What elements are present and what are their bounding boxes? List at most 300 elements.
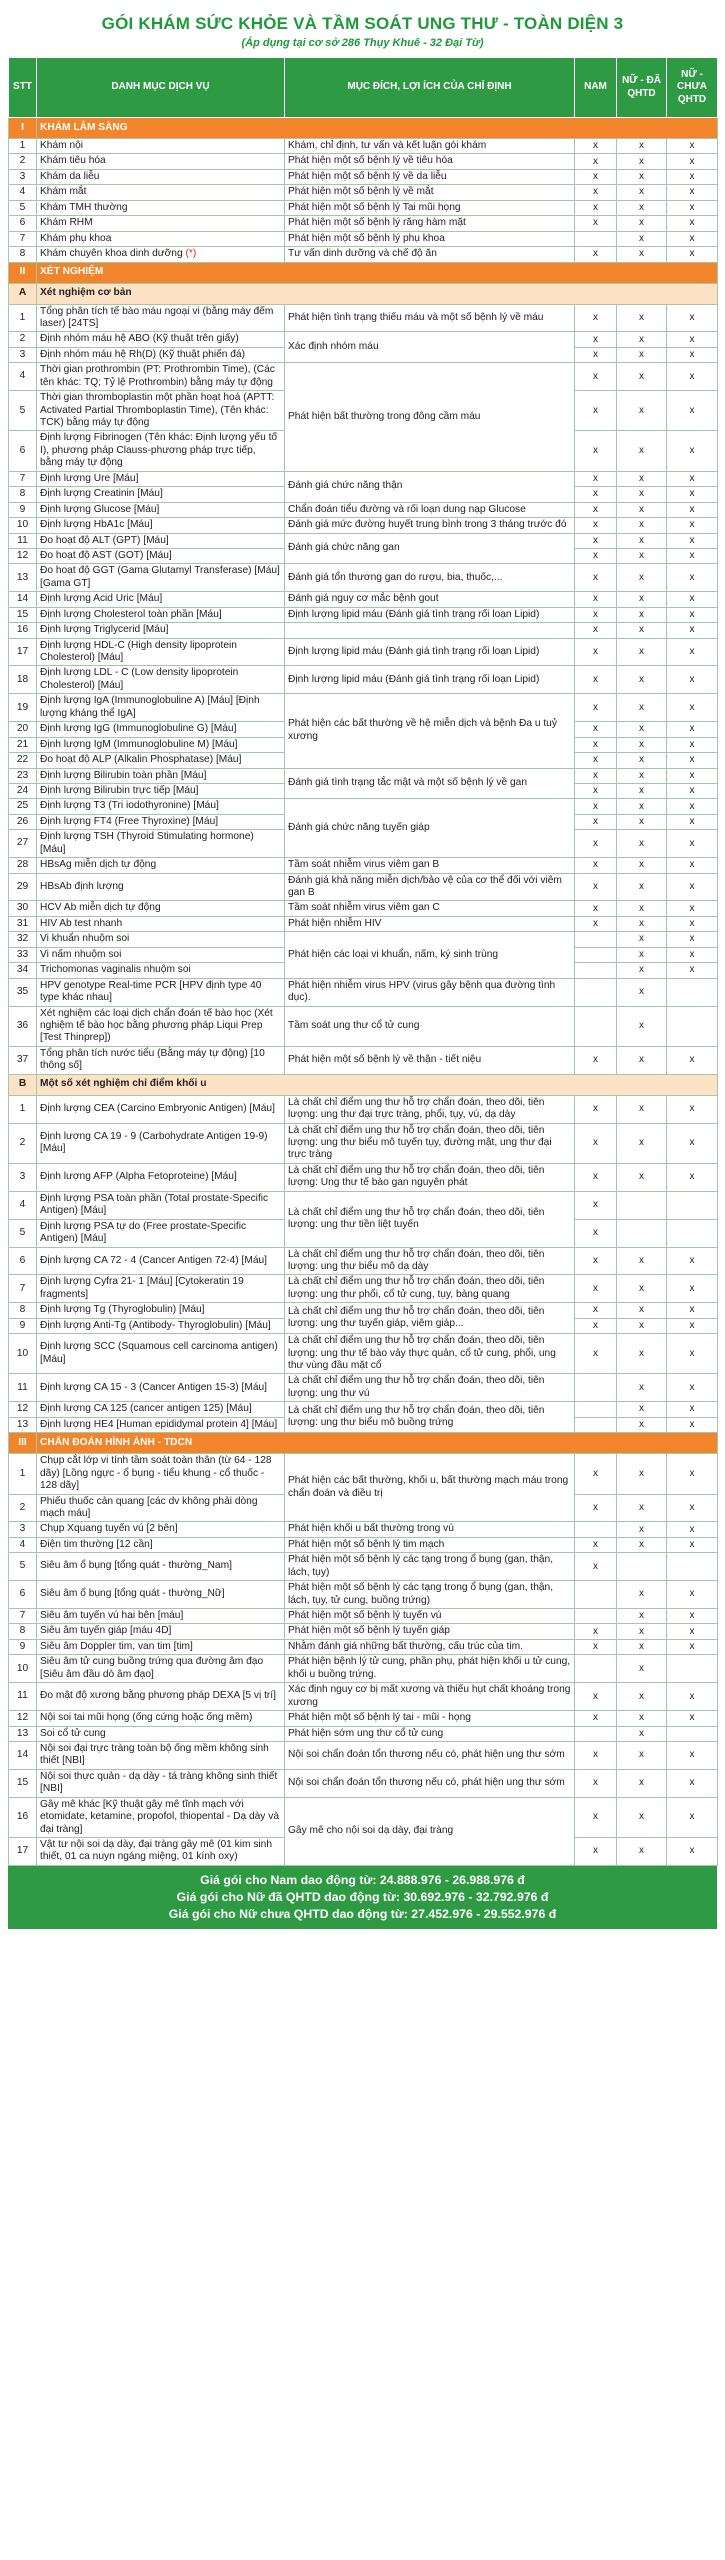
service-label: Khám RHM xyxy=(40,217,93,229)
female-married-mark: x xyxy=(617,916,667,931)
purpose-text: Là chất chỉ điểm ung thư hỗ trợ chẩn đoán, theo dõi, tiên lượng: ung thư biểu mô tuyến tụy, đường mật, ung thư đại trực tràng xyxy=(285,1123,575,1163)
table-row xyxy=(9,799,718,814)
female-single-mark: x xyxy=(667,1318,718,1333)
male-mark: x xyxy=(575,858,617,873)
purpose-text: Phát hiện nhiễm virus HPV (virus gây bệnh qua đường tình dục). xyxy=(285,978,575,1006)
purpose-text: Là chất chỉ điểm ung thư hỗ trợ chẩn đoán, theo dõi, tiên lượng: Ung thư tế bào gan nguyên phát xyxy=(285,1163,575,1191)
service-label: Định lượng HbA1c [Máu] xyxy=(40,519,153,531)
row-number: 1 xyxy=(9,1454,37,1494)
service-label: Chụp Xquang tuyến vú [2 bên] xyxy=(40,1523,178,1535)
service-label: Nội soi đại trực tràng toàn bộ ống mềm không sinh thiết [NBI] xyxy=(40,1742,269,1767)
female-single-mark: x xyxy=(667,231,718,246)
row-number: 17 xyxy=(9,638,37,666)
service-name xyxy=(37,722,285,737)
purpose-text: Nội soi chẩn đoán tổn thương nếu có, phát hiện ung thư sớm xyxy=(285,1741,575,1769)
row-number: 9 xyxy=(9,1318,37,1333)
purpose-text: Khám, chỉ định, tư vấn và kết luận gói khám xyxy=(285,139,575,154)
row-number: 35 xyxy=(9,978,37,1006)
female-single-mark: x xyxy=(667,332,718,347)
service-name xyxy=(37,1454,285,1494)
female-single-mark: x xyxy=(667,139,718,154)
row-number: 17 xyxy=(9,1838,37,1866)
row-number: 19 xyxy=(9,694,37,722)
female-single-mark: x xyxy=(667,623,718,638)
row-number: 9 xyxy=(9,502,37,517)
male-mark: x xyxy=(575,1639,617,1654)
table-row xyxy=(9,1303,718,1318)
female-married-mark: x xyxy=(617,1006,667,1046)
service-label: Định lượng SCC (Squamous cell carcinoma antigen) [Máu] xyxy=(40,1341,278,1365)
female-single-mark: x xyxy=(667,1374,718,1402)
service-label: Định lượng CA 15 - 3 (Cancer Antigen 15-3) [Máu] xyxy=(40,1381,267,1393)
service-name xyxy=(37,1334,285,1374)
service-label: Định lượng HE4 [Human epididymal protein 4] [Máu] xyxy=(40,1418,278,1430)
purpose-text: Nhằm đánh giá những bất thường, cấu trúc của tim. xyxy=(285,1639,575,1654)
male-mark: x xyxy=(575,200,617,215)
row-number: 15 xyxy=(9,1769,37,1797)
male-mark: x xyxy=(575,1123,617,1163)
service-label: Phiếu thuốc cản quang [các dv không phải dòng mạch máu] xyxy=(40,1495,258,1519)
service-name xyxy=(37,518,285,533)
female-married-mark: x xyxy=(617,431,667,471)
table-row xyxy=(9,216,718,231)
table-row xyxy=(9,564,718,592)
service-name xyxy=(37,332,285,347)
row-number: 11 xyxy=(9,533,37,548)
row-number: 5 xyxy=(9,1219,37,1247)
purpose-text: Là chất chỉ điểm ung thư hỗ trợ chẩn đoán, theo dõi, tiên lượng: ung thư phổi, cổ tử cung, tụy, bàng quang xyxy=(285,1275,575,1303)
row-number: 3 xyxy=(9,1163,37,1191)
service-name xyxy=(37,548,285,563)
row-number: 25 xyxy=(9,799,37,814)
female-married-mark: x xyxy=(617,1655,667,1683)
table-row xyxy=(9,185,718,200)
service-name xyxy=(37,487,285,502)
service-label: Đo hoạt độ ALP (Alkalin Phosphatase) [Máu] xyxy=(40,754,242,766)
service-name xyxy=(37,139,285,154)
table-row xyxy=(9,1191,718,1219)
female-single-mark: x xyxy=(667,1334,718,1374)
service-label: Định lượng CA 72 - 4 (Cancer Antigen 72-4) [Máu] xyxy=(40,1254,267,1266)
service-name xyxy=(37,916,285,931)
female-married-mark: x xyxy=(617,1046,667,1074)
service-label: Định lượng Bilirubin trực tiếp [Máu] xyxy=(40,784,199,796)
male-mark: x xyxy=(575,1095,617,1123)
service-name xyxy=(37,638,285,666)
subsection-header-row xyxy=(9,1074,718,1095)
female-single-mark: x xyxy=(667,533,718,548)
section-number: A xyxy=(9,283,37,304)
row-number: 18 xyxy=(9,666,37,694)
table-row xyxy=(9,1522,718,1537)
male-mark: x xyxy=(575,901,617,916)
table-row xyxy=(9,363,718,391)
table-row xyxy=(9,666,718,694)
row-number: 1 xyxy=(9,1095,37,1123)
service-name xyxy=(37,1006,285,1046)
service-label: Định lượng Ure [Máu] xyxy=(40,472,139,484)
service-name xyxy=(37,231,285,246)
row-number: 13 xyxy=(9,1417,37,1432)
female-single-mark: x xyxy=(667,1769,718,1797)
table-row xyxy=(9,1609,718,1624)
service-label: Định lượng Anti-Tg (Antibody- Thyroglobulin) [Máu] xyxy=(40,1319,271,1331)
male-mark: x xyxy=(575,1741,617,1769)
service-name xyxy=(37,1191,285,1219)
female-married-mark: x xyxy=(617,169,667,184)
section-title: CHẨN ĐOÁN HÌNH ẢNH - TDCN xyxy=(37,1433,718,1454)
service-name xyxy=(37,247,285,262)
male-mark: x xyxy=(575,391,617,431)
service-name xyxy=(37,1095,285,1123)
female-single-mark: x xyxy=(667,200,718,215)
service-label: Trichomonas vaginalis nhuộm soi xyxy=(40,964,191,976)
row-number: 11 xyxy=(9,1374,37,1402)
table-row xyxy=(9,1006,718,1046)
male-mark: x xyxy=(575,1163,617,1191)
service-name xyxy=(37,1838,285,1866)
male-mark: x xyxy=(575,873,617,901)
female-single-mark: x xyxy=(667,1417,718,1432)
female-single-mark: x xyxy=(667,737,718,752)
row-number: 26 xyxy=(9,814,37,829)
service-label: Định lượng Acid Uric [Máu] xyxy=(40,593,163,605)
male-mark: x xyxy=(575,487,617,502)
service-name xyxy=(37,304,285,332)
table-row xyxy=(9,932,718,947)
female-married-mark: x xyxy=(617,623,667,638)
purpose-text: Nội soi chẩn đoán tổn thương nếu có, phát hiện ung thư sớm xyxy=(285,1769,575,1797)
service-label: Khám nội xyxy=(40,140,84,151)
female-married-mark: x xyxy=(617,185,667,200)
purpose-text: Đánh giá chức năng gan xyxy=(285,533,575,564)
service-label: Nội soi tai mũi họng (ống cứng hoặc ống mềm) xyxy=(40,1712,253,1724)
purpose-text: Phát hiện một số bệnh lý răng hàm mặt xyxy=(285,216,575,231)
row-number: 32 xyxy=(9,932,37,947)
service-table xyxy=(8,57,718,1866)
female-single-mark: x xyxy=(667,783,718,798)
service-label: Siêu âm ổ bụng [tổng quát - thường_Nữ] xyxy=(40,1588,225,1600)
table-row xyxy=(9,1655,718,1683)
purpose-text: Phát hiện khối u bất thường trong vú xyxy=(285,1522,575,1537)
female-single-mark: x xyxy=(667,1624,718,1639)
purpose-text: Là chất chỉ điểm ung thư hỗ trợ chẩn đoán, theo dõi, tiên lượng: ung thư vú xyxy=(285,1374,575,1402)
service-label: Gây mê khác [Kỹ thuật gây mê tĩnh mạch với etomidate, ketamine, propofol, thiopental - Dạ dày và đại tràng] xyxy=(40,1798,279,1835)
purpose-text: Là chất chỉ điểm ung thư hỗ trợ chẩn đoán, theo dõi, tiên lượng: ung thư biểu mô dạ dày xyxy=(285,1247,575,1275)
male-mark: x xyxy=(575,216,617,231)
purpose-text: Tư vấn dinh dưỡng và chế độ ăn xyxy=(285,247,575,262)
purpose-text: Phát hiện một số bệnh lý về mắt xyxy=(285,185,575,200)
male-mark: x xyxy=(575,623,617,638)
service-name xyxy=(37,932,285,947)
male-mark: x xyxy=(575,533,617,548)
service-label: Siêu âm ổ bụng [tổng quát - thường_Nam] xyxy=(40,1560,232,1572)
service-label: Điện tim thường [12 cần] xyxy=(40,1538,153,1550)
female-single-mark: x xyxy=(667,607,718,622)
female-single-mark: x xyxy=(667,1522,718,1537)
purpose-text: Là chất chỉ điểm ung thư hỗ trợ chẩn đoán, theo dõi, tiên lượng: ung thư đại trực tràng, phổi, tụy, vú, dạ dày xyxy=(285,1095,575,1123)
male-mark: x xyxy=(575,247,617,262)
service-name xyxy=(37,901,285,916)
service-label: Định lượng IgM (Immunoglobuline M) [Máu] xyxy=(40,738,238,750)
male-mark: x xyxy=(575,607,617,622)
table-row xyxy=(9,978,718,1006)
row-number: 11 xyxy=(9,1683,37,1711)
section-header-row xyxy=(9,118,718,139)
row-number: 16 xyxy=(9,1797,37,1837)
female-married-mark: x xyxy=(617,694,667,722)
male-mark: x xyxy=(575,1553,617,1581)
section-title: Xét nghiệm cơ bản xyxy=(37,283,718,304)
note-marker: (*) xyxy=(185,248,197,260)
row-number: 10 xyxy=(9,1334,37,1374)
male-mark: x xyxy=(575,592,617,607)
female-single-mark: x xyxy=(667,592,718,607)
female-married-mark: x xyxy=(617,518,667,533)
female-single-mark: x xyxy=(667,154,718,169)
service-label: Định lượng T3 (Tri iodothyronine) [Máu] xyxy=(40,800,219,812)
male-mark: x xyxy=(575,471,617,486)
female-single-mark xyxy=(667,1726,718,1741)
service-name xyxy=(37,391,285,431)
row-number: 4 xyxy=(9,185,37,200)
service-label: Thời gian prothrombin (PT: Prothrombin Time), (Các tên khác: TQ; Tỷ lệ Prothrombin) bằng máy tự động xyxy=(40,364,275,388)
price-footer xyxy=(8,1866,717,1930)
female-married-mark: x xyxy=(617,947,667,962)
female-married-mark: x xyxy=(617,1417,667,1432)
male-mark: x xyxy=(575,347,617,362)
male-mark xyxy=(575,947,617,962)
service-label: Định lượng PSA toàn phần (Total prostate-Specific Antigen) [Máu] xyxy=(40,1192,269,1217)
service-name xyxy=(37,1624,285,1639)
male-mark: x xyxy=(575,1454,617,1494)
price-male: Giá gói cho Nam dao động từ: 24.888.976 - 26.988.976 đ xyxy=(200,1872,525,1887)
row-number: 6 xyxy=(9,1247,37,1275)
female-married-mark: x xyxy=(617,471,667,486)
row-number: 2 xyxy=(9,332,37,347)
service-label: Soi cổ tử cung xyxy=(40,1727,106,1739)
purpose-text: Phát hiện một số bệnh lý về thận - tiết niệu xyxy=(285,1046,575,1074)
service-label: Định lượng Triglycerid [Máu] xyxy=(40,624,169,636)
row-number: 13 xyxy=(9,564,37,592)
service-name xyxy=(37,1581,285,1609)
service-name xyxy=(37,1219,285,1247)
service-label: Siêu âm tuyến vú hai bên [máu] xyxy=(40,1610,184,1621)
female-single-mark: x xyxy=(667,185,718,200)
service-label: Định lượng IgG (Immunoglobuline G) [Máu] xyxy=(40,723,237,735)
row-number: 7 xyxy=(9,1275,37,1303)
male-mark xyxy=(575,932,617,947)
service-label: Đo hoạt độ GGT (Gama Glutamyl Transferase) [Máu] [Gama GT] xyxy=(40,565,280,589)
table-row xyxy=(9,1726,718,1741)
female-married-mark: x xyxy=(617,963,667,978)
female-single-mark: x xyxy=(667,247,718,262)
female-married-mark: x xyxy=(617,932,667,947)
row-number: 2 xyxy=(9,154,37,169)
female-single-mark: x xyxy=(667,1247,718,1275)
row-number: 28 xyxy=(9,858,37,873)
row-number: 20 xyxy=(9,722,37,737)
female-single-mark: x xyxy=(667,1683,718,1711)
service-name xyxy=(37,830,285,858)
female-single-mark: x xyxy=(667,548,718,563)
female-single-mark: x xyxy=(667,1494,718,1522)
male-mark xyxy=(575,1417,617,1432)
female-married-mark: x xyxy=(617,391,667,431)
table-row xyxy=(9,858,718,873)
row-number: 36 xyxy=(9,1006,37,1046)
service-name xyxy=(37,533,285,548)
female-married-mark: x xyxy=(617,1624,667,1639)
female-single-mark xyxy=(667,978,718,1006)
row-number: 14 xyxy=(9,592,37,607)
purpose-text: Tầm soát nhiễm virus viêm gan B xyxy=(285,858,575,873)
row-number: 8 xyxy=(9,487,37,502)
purpose-text: Xác định nhóm máu xyxy=(285,332,575,363)
male-mark xyxy=(575,1374,617,1402)
table-row xyxy=(9,1374,718,1402)
service-label: Chụp cắt lớp vi tính tầm soát toàn thân (từ 64 - 128 dãy) [Lồng ngực - ổ bụng - tiểu khung - cổ thuốc - 128 dãy] xyxy=(40,1455,272,1492)
female-married-mark: x xyxy=(617,978,667,1006)
table-row xyxy=(9,1769,718,1797)
male-mark: x xyxy=(575,1219,617,1247)
service-name xyxy=(37,1247,285,1275)
purpose-text: Tầm soát ung thư cổ tử cung xyxy=(285,1006,575,1046)
service-name xyxy=(37,1711,285,1726)
row-number: 15 xyxy=(9,607,37,622)
male-mark xyxy=(575,963,617,978)
row-number: 4 xyxy=(9,1537,37,1552)
row-number: 34 xyxy=(9,963,37,978)
male-mark: x xyxy=(575,332,617,347)
table-row xyxy=(9,1334,718,1374)
female-married-mark: x xyxy=(617,873,667,901)
table-row xyxy=(9,1402,718,1417)
row-number: 7 xyxy=(9,1609,37,1624)
row-number: 4 xyxy=(9,363,37,391)
service-label: Định lượng Cyfra 21- 1 [Máu] [Cytokeratin 19 fragments] xyxy=(40,1276,244,1300)
purpose-text: Định lượng lipid máu (Đánh giá tình trạng rối loạn Lipid) xyxy=(285,638,575,666)
service-label: Khám da liễu xyxy=(40,170,100,182)
service-name xyxy=(37,1303,285,1318)
service-name xyxy=(37,154,285,169)
female-single-mark: x xyxy=(667,1711,718,1726)
female-married-mark: x xyxy=(617,783,667,798)
purpose-text xyxy=(285,623,575,638)
female-single-mark xyxy=(667,1191,718,1219)
service-name xyxy=(37,200,285,215)
female-married-mark: x xyxy=(617,1275,667,1303)
male-mark: x xyxy=(575,548,617,563)
female-married-mark: x xyxy=(617,1797,667,1837)
female-married-mark: x xyxy=(617,548,667,563)
service-name xyxy=(37,623,285,638)
purpose-text: Phát hiện các bất thường, khối u, bất thường mạch máu trong chẩn đoán và điều trị xyxy=(285,1454,575,1522)
female-single-mark: x xyxy=(667,1402,718,1417)
female-married-mark: x xyxy=(617,247,667,262)
section-number: III xyxy=(9,1433,37,1454)
service-label: Định lượng Fibrinogen (Tên khác: Định lượng yếu tố I), phương pháp Clauss-phương pháp trực tiếp, bằng máy tự động xyxy=(40,432,278,469)
female-married-mark: x xyxy=(617,753,667,768)
female-single-mark: x xyxy=(667,1454,718,1494)
table-header-row xyxy=(9,58,718,118)
service-label: HCV Ab miễn dịch tự động xyxy=(40,902,161,914)
female-married-mark: x xyxy=(617,1769,667,1797)
service-name xyxy=(37,169,285,184)
female-married-mark: x xyxy=(617,1537,667,1552)
female-single-mark: x xyxy=(667,1123,718,1163)
female-single-mark xyxy=(667,1655,718,1683)
row-number: 2 xyxy=(9,1494,37,1522)
female-married-mark: x xyxy=(617,592,667,607)
female-married-mark: x xyxy=(617,1609,667,1624)
female-married-mark: x xyxy=(617,533,667,548)
male-mark xyxy=(575,1726,617,1741)
service-name xyxy=(37,799,285,814)
male-mark: x xyxy=(575,768,617,783)
purpose-text: Định lượng lipid máu (Đánh giá tình trạng rối loạn Lipid) xyxy=(285,666,575,694)
row-number: 16 xyxy=(9,623,37,638)
service-name xyxy=(37,347,285,362)
row-number: 12 xyxy=(9,1711,37,1726)
purpose-text: Phát hiện một số bệnh lý phụ khoa xyxy=(285,231,575,246)
service-label: Đo hoạt độ AST (GOT) [Máu] xyxy=(40,549,172,561)
female-married-mark: x xyxy=(617,1454,667,1494)
male-mark: x xyxy=(575,1797,617,1837)
male-mark: x xyxy=(575,694,617,722)
male-mark: x xyxy=(575,169,617,184)
female-single-mark xyxy=(667,1006,718,1046)
purpose-text: Đánh giá mức đường huyết trung bình trong 3 tháng trước đó xyxy=(285,518,575,533)
purpose-text: Gây mê cho nội soi dạ dày, đại tràng xyxy=(285,1797,575,1865)
service-name xyxy=(37,592,285,607)
female-single-mark: x xyxy=(667,858,718,873)
service-name xyxy=(37,1726,285,1741)
table-body xyxy=(9,118,718,1866)
table-row xyxy=(9,169,718,184)
table-row xyxy=(9,1123,718,1163)
purpose-text: Phát hiện một số bệnh lý tai - mũi - họng xyxy=(285,1711,575,1726)
female-single-mark: x xyxy=(667,1163,718,1191)
female-married-mark: x xyxy=(617,722,667,737)
female-married-mark xyxy=(617,1219,667,1247)
female-married-mark: x xyxy=(617,737,667,752)
table-row xyxy=(9,200,718,215)
row-number: 12 xyxy=(9,548,37,563)
purpose-text: Phát hiện sớm ung thư cổ tử cung xyxy=(285,1726,575,1741)
service-label: Định lượng AFP (Alpha Fetoproteine) [Máu] xyxy=(40,1171,237,1183)
service-label: Định lượng CEA (Carcino Embryonic Antigen) [Máu] xyxy=(40,1102,275,1114)
female-married-mark: x xyxy=(617,1163,667,1191)
service-label: Định lượng Cholesterol toàn phần [Máu] xyxy=(40,608,222,620)
table-row xyxy=(9,533,718,548)
row-number: 3 xyxy=(9,347,37,362)
purpose-text: Chẩn đoán tiểu đường và rối loạn dung nạp Glucose xyxy=(285,502,575,517)
service-name xyxy=(37,1639,285,1654)
female-single-mark: x xyxy=(667,502,718,517)
female-single-mark xyxy=(667,1219,718,1247)
service-name xyxy=(37,1417,285,1432)
row-number: 10 xyxy=(9,518,37,533)
row-number: 12 xyxy=(9,1402,37,1417)
male-mark: x xyxy=(575,431,617,471)
male-mark: x xyxy=(575,722,617,737)
female-married-mark: x xyxy=(617,1095,667,1123)
table-row xyxy=(9,1095,718,1123)
female-single-mark: x xyxy=(667,666,718,694)
female-married-mark: x xyxy=(617,487,667,502)
purpose-text: Phát hiện một số bệnh lý tuyến vú xyxy=(285,1609,575,1624)
